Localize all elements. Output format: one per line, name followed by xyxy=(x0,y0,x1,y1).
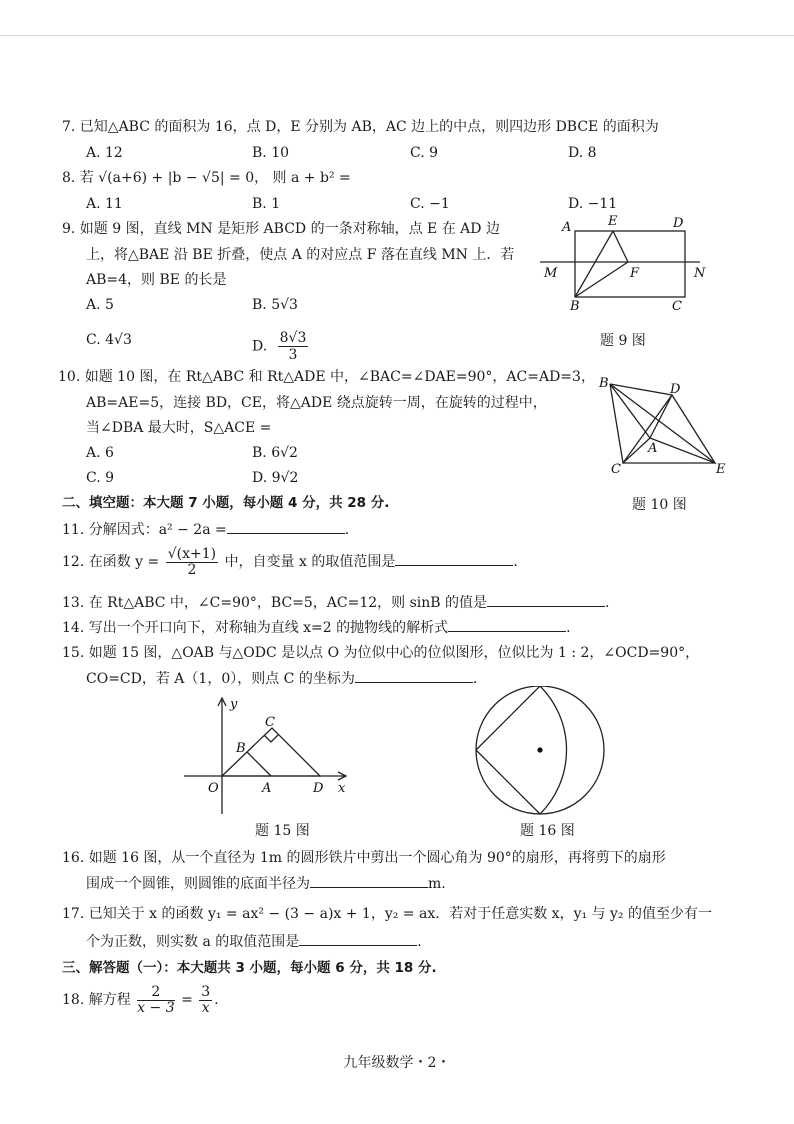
q9-option-d-numerator: 8√3 xyxy=(279,330,307,346)
q7-option-c: C. 9 xyxy=(410,145,439,161)
q17-end: . xyxy=(417,934,422,950)
q18-pre: 18. 解方程 xyxy=(62,992,131,1008)
q10-option-c: C. 9 xyxy=(86,470,115,486)
q18-equals: = xyxy=(181,992,193,1008)
q15-answer-blank[interactable] xyxy=(355,668,473,683)
q17-line2: 个为正数，则实数 a 的取值范围是 xyxy=(86,934,300,950)
q10-option-a: A. 6 xyxy=(86,445,114,461)
q15-line1: 15. 如题 15 图，△OAB 与△ODC 是以点 O 为位似中心的位似图形，位似比为 1 : 2，∠OCD=90°， xyxy=(62,645,700,661)
q12-pre: 12. 在函数 y = xyxy=(62,554,160,570)
q12-answer-blank[interactable] xyxy=(395,551,513,566)
q9-option-d xyxy=(252,330,308,363)
q16-center-point xyxy=(538,748,542,752)
q12-denominator: 2 xyxy=(187,561,197,578)
q15-label-d: D xyxy=(313,781,324,796)
q11-end: . xyxy=(344,522,350,538)
q15-figure xyxy=(180,692,360,817)
q9-option-d-fraction xyxy=(278,330,309,363)
section3-heading: 三、解答题（一）：本大题共 3 小题，每小题 6 分，共 18 分. xyxy=(62,960,437,976)
q18-numerator-right: 3 xyxy=(201,983,211,1000)
q10-caption: 题 10 图 xyxy=(632,497,687,513)
q9-label-e: E xyxy=(608,214,618,229)
q9-line3: AB=4，则 BE 的长是 xyxy=(86,272,227,288)
q9-option-d-label: D. xyxy=(252,338,268,355)
q9-option-c: C. 4√3 xyxy=(86,332,132,348)
q15-caption: 题 15 图 xyxy=(255,823,310,839)
q16-sector-arc xyxy=(540,686,567,814)
q11 xyxy=(62,519,349,540)
q8-option-c: C. −1 xyxy=(410,196,450,212)
q12-end: . xyxy=(513,554,518,570)
q18-fraction-left xyxy=(137,985,174,1016)
q9-label-b: B xyxy=(570,299,580,314)
q15-label-c: C xyxy=(265,715,275,730)
q10-triangle-ade xyxy=(650,395,715,463)
q10-label-a: A xyxy=(648,441,658,456)
q14 xyxy=(62,617,571,638)
q9-line1: 9. 如题 9 图，直线 MN 是矩形 ABCD 的一条对称轴，点 E 在 AD 边 xyxy=(62,221,500,237)
q13 xyxy=(62,592,610,613)
q7-option-a: A. 12 xyxy=(86,145,123,161)
q8-option-b: B. 1 xyxy=(252,196,281,212)
q12-post: 中，自变量 x 的取值范围是 xyxy=(224,554,396,570)
q9-label-f: F xyxy=(630,266,640,281)
page-footer: 九年级数学・2・ xyxy=(343,1055,451,1071)
q10-figure xyxy=(590,370,730,480)
q10-segment-be xyxy=(610,384,715,463)
q17-answer-blank[interactable] xyxy=(299,931,417,946)
q10-segment-bd xyxy=(610,384,672,395)
q15-line2-wrap xyxy=(86,668,477,689)
q12 xyxy=(62,545,518,579)
q14-end: . xyxy=(566,620,571,636)
q9-line2: 上，将△BAE 沿 BE 折叠，使点 A 的对应点 F 落在直线 MN 上．若 xyxy=(86,247,515,263)
q7-stem: 7. 已知△ABC 的面积为 16，点 D，E 分别为 AB，AC 边上的中点，则四边形 DBCE 的面积为 xyxy=(62,119,659,135)
q10-label-b: B xyxy=(599,376,609,391)
q14-answer-blank[interactable] xyxy=(448,617,566,632)
q10-label-c: C xyxy=(611,462,621,477)
q10-label-e: E xyxy=(716,462,726,477)
q7-option-d: D. 8 xyxy=(568,145,597,161)
q16-answer-blank[interactable] xyxy=(310,873,428,888)
q16-line2-wrap xyxy=(86,873,446,894)
q15-label-y: y xyxy=(230,697,238,712)
q9-option-b: B. 5√3 xyxy=(252,297,298,313)
q17-line1: 17. 已知关于 x 的函数 y₁ = ax² − (3 − a)x + 1，y₂ = ax．若对于任意实数 x，y₁ 与 y₂ 的值至少有一 xyxy=(62,906,712,922)
top-rule xyxy=(0,35,794,36)
q9-segment-be xyxy=(575,231,613,297)
q18-numerator-left: 2 xyxy=(137,985,174,1001)
q10-line3: 当∠DBA 最大时，S△ACE = xyxy=(86,420,272,436)
q15-line2: CO=CD，若 A（1，0），则点 C 的坐标为 xyxy=(86,671,355,687)
q15-label-x: x xyxy=(338,781,346,796)
q12-fraction xyxy=(166,547,218,578)
q13-end: . xyxy=(605,595,610,611)
q11-text: 11. 分解因式：a² − 2a = xyxy=(62,522,227,538)
q13-answer-blank[interactable] xyxy=(487,592,605,607)
q9-segment-bf xyxy=(575,262,628,297)
q10-triangle-abc xyxy=(610,384,650,463)
q17-line2-wrap xyxy=(86,931,422,952)
q15-label-b: B xyxy=(236,741,246,756)
q9-option-d-denominator: 3 xyxy=(288,347,298,363)
q18-denominator-left: x − 3 xyxy=(137,999,175,1016)
q8-stem: 8. 若 √(a+6) + |b − √5| = 0， 则 a + b² = xyxy=(62,170,351,186)
q13-text: 13. 在 Rt△ABC 中，∠C=90°，BC=5，AC=12，则 sinB 的值是 xyxy=(62,595,488,611)
q10-line1: 10. 如题 10 图，在 Rt△ABC 和 Rt△ADE 中，∠BAC=∠DAE=90°，AC=AD=3， xyxy=(58,369,595,385)
q18-denominator-right: x xyxy=(201,999,210,1016)
q10-option-d: D. 9√2 xyxy=(252,470,299,486)
q8-option-a: A. 11 xyxy=(86,196,123,212)
q12-numerator: √(x+1) xyxy=(167,545,217,562)
q7-option-b: B. 10 xyxy=(252,145,290,161)
q16-figure xyxy=(470,686,610,818)
q9-label-a: A xyxy=(562,220,572,235)
q10-line2: AB=AE=5，连接 BD，CE，将△ADE 绕点旋转一周，在旋转的过程中， xyxy=(86,395,547,411)
section2-heading: 二、填空题：本大题 7 小题，每小题 4 分，共 28 分. xyxy=(62,495,390,511)
q14-text: 14. 写出一个开口向下，对称轴为直线 x=2 的抛物线的解析式 xyxy=(62,620,449,636)
q16-line1: 16. 如题 16 图，从一个直径为 1m 的圆形铁片中剪出一个圆心角为 90°的扇形，再将剪下的扇形 xyxy=(62,850,666,866)
q18-fraction-right xyxy=(199,985,212,1016)
q9-option-a: A. 5 xyxy=(86,297,114,313)
q10-option-b: B. 6√2 xyxy=(252,445,298,461)
q16-caption: 题 16 图 xyxy=(520,823,575,839)
q16-sector-radius-bottom xyxy=(476,750,540,814)
q18 xyxy=(62,982,219,1018)
q9-segment-ef xyxy=(613,231,628,262)
q15-label-o: O xyxy=(208,781,219,796)
q15-end: . xyxy=(472,671,478,687)
q9-label-c: C xyxy=(672,299,682,314)
q9-caption: 题 9 图 xyxy=(600,333,646,349)
q15-right-angle-mark xyxy=(264,735,278,742)
q15-label-a: A xyxy=(262,781,272,796)
q10-label-d: D xyxy=(670,382,681,397)
q16-line2: 围成一个圆锥，则圆锥的底面半径为 xyxy=(86,876,310,892)
q9-label-m: M xyxy=(544,266,558,281)
q9-figure xyxy=(540,210,715,315)
q11-answer-blank[interactable] xyxy=(227,519,345,534)
q9-rectangle xyxy=(575,231,685,297)
q8-option-d: D. −11 xyxy=(568,196,618,212)
q16-sector-radius-top xyxy=(476,686,540,750)
q16-unit: m. xyxy=(428,876,446,892)
q9-label-d: D xyxy=(673,216,684,231)
q9-label-n: N xyxy=(694,266,706,281)
q18-end: . xyxy=(214,992,219,1008)
q15-segment-ab xyxy=(247,752,271,776)
